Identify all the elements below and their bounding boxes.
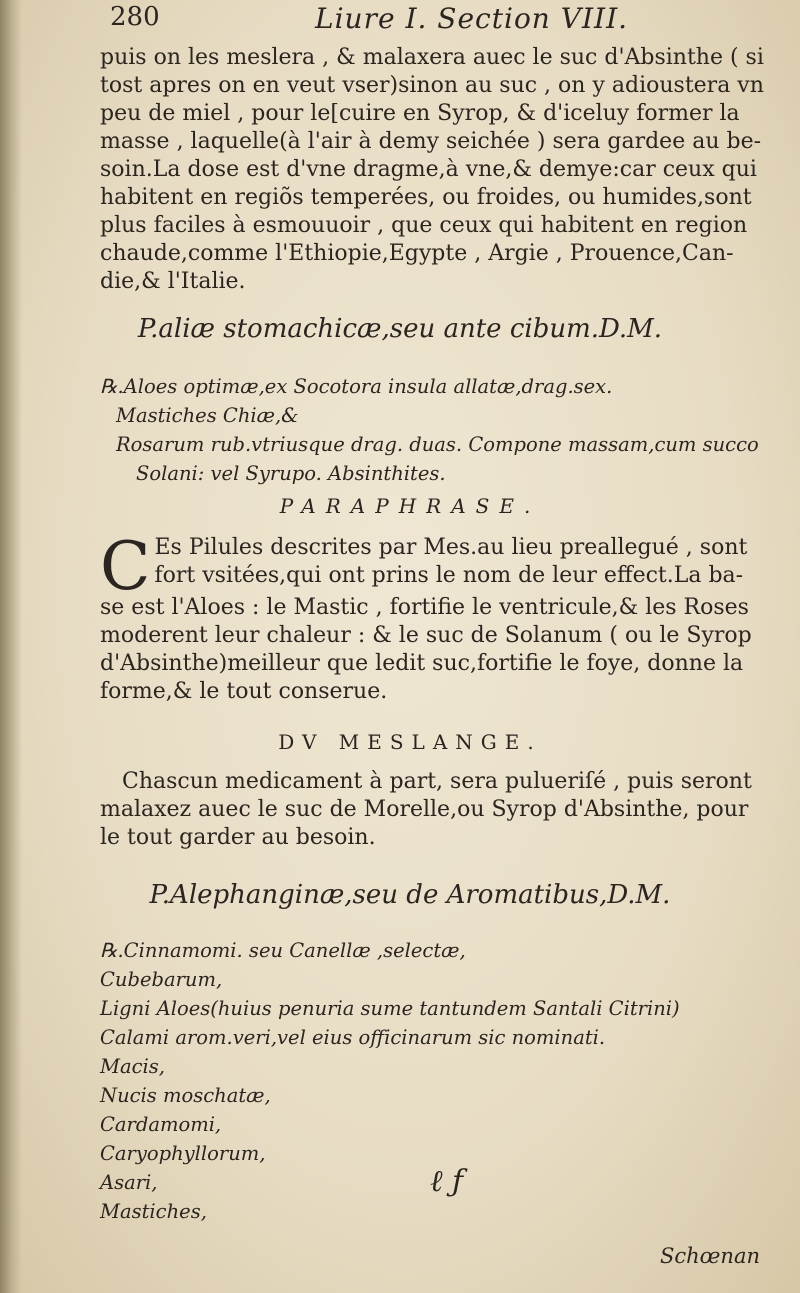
text-line: Chascun medicament à part, sera pulueriſé , puis seront [122, 769, 752, 794]
recipe1-body [100, 372, 790, 488]
text-line: plus faciles à esmouuoir , que ceux qui habitent en region [100, 213, 748, 238]
recipe-line: Cardamomi, [100, 1113, 222, 1136]
text-line: Es Pilules descrites par Mes.au lieu preallegué , sont [154, 535, 748, 560]
recipe-line: Cubebarum, [100, 968, 223, 991]
recipe1-title: P.aliæ stomachicæ,seu ante cibum.D.M. [137, 314, 663, 344]
intro-paragraph [100, 44, 790, 296]
page-spine-shadow [0, 0, 22, 1293]
recipe-line: Asari, [100, 1171, 158, 1194]
text-line: die,& l'Italie. [100, 269, 246, 294]
recipe-line: Calami arom.veri,vel eius officinarum sic nominati. [100, 1026, 606, 1049]
text-line: peu de miel , pour le[cuire en Syrop, & d'iceluy former la [100, 101, 740, 126]
text-line: forme,& le tout conserue. [100, 679, 388, 704]
text-line: d'Absinthe)meilleur que ledit suc,fortifie le foye, donne la [100, 651, 744, 676]
recipe-line: Solani: vel Syrupo. Absinthites. [136, 462, 446, 485]
text-line: masse , laquelle(à l'air à demy seichée ) sera gardee au be- [100, 129, 762, 154]
running-head: Liure I. Section VIII. [315, 2, 629, 35]
recipe-line: Ligni Aloes(huius penuria sume tantundem Santali Citrini) [100, 997, 680, 1020]
text-line: le tout garder au besoin. [100, 825, 376, 850]
recipe-line: Rosarum rub.vtriusque drag. duas. Compone massam,cum succo [116, 433, 759, 456]
text-line: puis on les meslera , & malaxera auec le suc d'Absinthe ( si [100, 45, 764, 70]
recipe2-title: P.Alephanginæ,seu de Aromatibus,D.M. [149, 880, 671, 910]
marginal-sign: ℓ ƒ [430, 1164, 464, 1199]
paraphrase-heading: PARAPHRASE. [279, 494, 541, 518]
text-line: tost apres on en veut vser)sinon au suc , on y adioustera vn [100, 73, 764, 98]
text-line: moderent leur chaleur : & le suc de Solanum ( ou le Syrop [100, 623, 752, 648]
recipe-line: Caryophyllorum, [100, 1142, 266, 1165]
mixing-heading: DV MESLANGE. [278, 730, 542, 754]
text-line: malaxez auec le suc de Morelle,ou Syrop d'Absinthe, pour [100, 797, 749, 822]
text-line: habitent en regiõs temperées, ou froides, ou humides,sont [100, 185, 752, 210]
text-line: soin.La dose est d'vne dragme,à vne,& demye:car ceux qui [100, 157, 757, 182]
text-line: se est l'Aloes : le Mastic , fortifie le ventricule,& les Roses [100, 595, 749, 620]
drop-cap: C [100, 528, 151, 605]
paraphrase-paragraph [100, 528, 790, 706]
catchword: Schœnan [659, 1244, 760, 1268]
text-line: chaude,comme l'Ethiopie,Egypte , Argie , Prouence,Can- [100, 241, 734, 266]
recipe-line: Mastiches Chiæ,& [116, 404, 299, 427]
recipe-line: ℞.Aloes optimæ,ex Socotora insula allatæ,drag.sex. [100, 375, 613, 398]
page-header [100, 2, 780, 42]
page-number: 280 [110, 2, 160, 32]
recipe-line: Nucis moschatæ, [100, 1084, 271, 1107]
mixing-paragraph [100, 768, 790, 852]
recipe-line: ℞.Cinnamomi. seu Canellæ ,selectæ, [100, 939, 466, 962]
recipe-line: Macis, [100, 1055, 165, 1078]
recipe-line: Mastiches, [100, 1200, 207, 1223]
text-line: fort vsitées,qui ont prins le nom de leur effect.La ba- [154, 563, 744, 588]
